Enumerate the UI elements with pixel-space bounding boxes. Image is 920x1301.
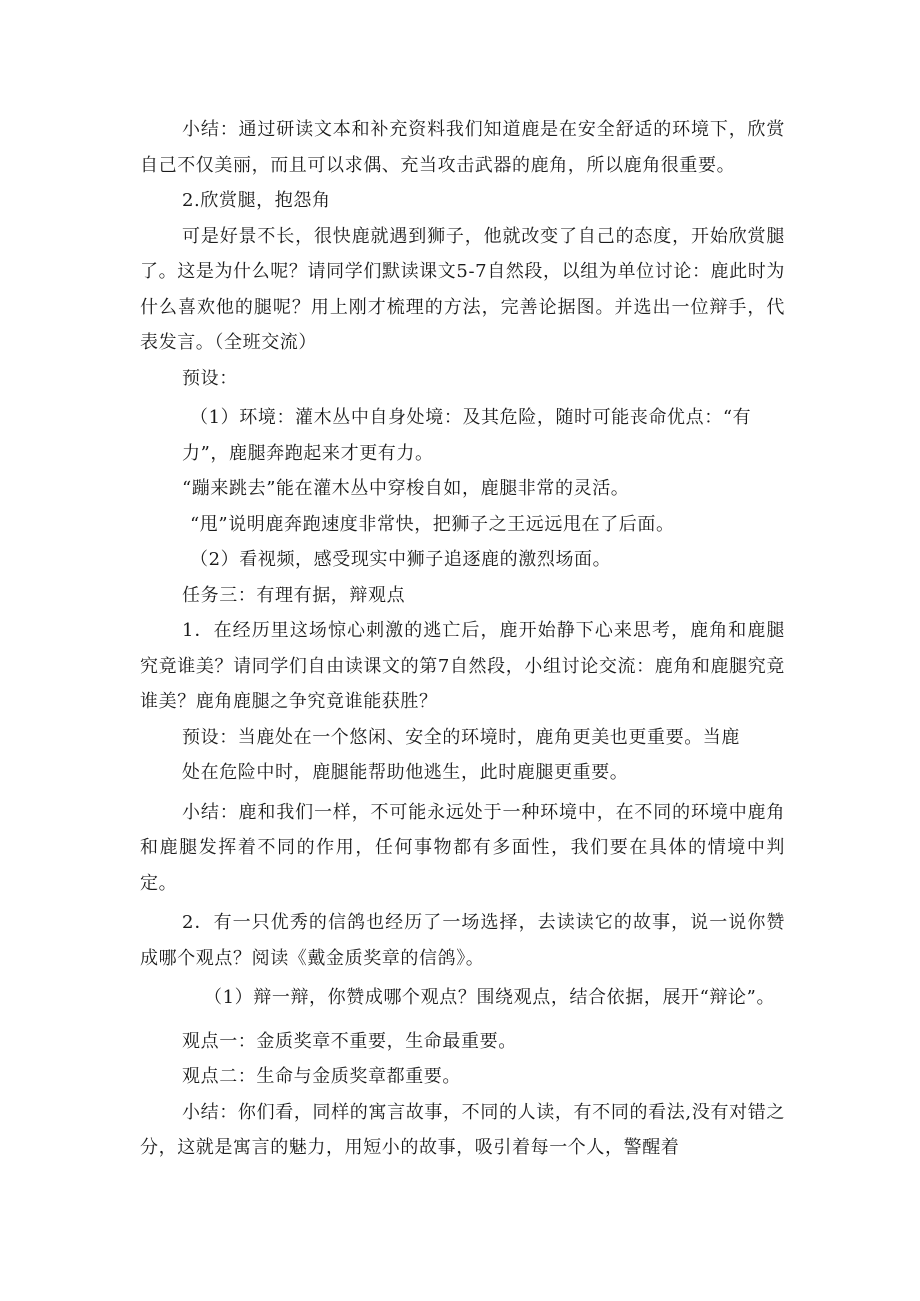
viewpoint-two: 观点二：生命与金质奖章都重要。 xyxy=(182,1066,461,1087)
document-body xyxy=(140,112,785,1166)
preset-item-1-continued: 力”，鹿腿奔跑起来才更有力。 xyxy=(182,442,434,464)
preset-item-1: （1）环境：灌木丛中自身处境：及其危险，随时可能丧命优点：“有 xyxy=(190,407,752,428)
debate-instruction: （1）辩一辩，你赞成哪个观点？围绕观点，结合依据，展开“辩论”。 xyxy=(204,987,776,1008)
summary-paragraph-2: 小结：鹿和我们一样，不可能永远处于一种环境中，在不同的环境中鹿角和鹿腿发挥着不同的作用，任何事物都有多面性，我们要在具体的情境中判定。 xyxy=(140,801,785,894)
quote-analysis-2: “甩”说明鹿奔跑速度非常快，把狮子之王远远甩在了后面。 xyxy=(190,513,675,535)
task-three-heading: 任务三：有理有据，辩观点 xyxy=(182,584,406,606)
preset-label-1: 预设： xyxy=(182,367,238,389)
quote-analysis-1: “蹦来跳去”能在灌木丛中穿梭自如，鹿腿非常的灵活。 xyxy=(182,478,630,499)
body-paragraph-legs: 可是好景不长，很快鹿就遇到狮子，他就改变了自己的态度，开始欣赏腿了。这是为什么呢？请同学们默读课文5-7自然段，以组为单位讨论：鹿此时为什么喜欢他的腿呢？用上刚才梳理的方法，完善论据图。并选出一位辩手，代表发言。（全班交流） xyxy=(140,225,785,353)
viewpoint-one: 观点一：金质奖章不重要，生命最重要。 xyxy=(182,1030,517,1052)
preset-answer-1-continued: 处在危险中时，鹿腿能帮助他逃生，此时鹿腿更重要。 xyxy=(182,762,629,783)
task-three-item-1: 1．在经历里这场惊心刺激的逃亡后，鹿开始静下心来思考，鹿角和鹿腿究竟谁美？请同学们自由读课文的第7自然段，小组讨论交流：鹿角和鹿腿究竟谁美？鹿角鹿腿之争究竟谁能获胜？ xyxy=(140,620,785,712)
task-three-item-2: 2．有一只优秀的信鸽也经历了一场选择，去读读它的故事，说一说你赞成哪个观点？阅读《戴金质奖章的信鸽》。 xyxy=(140,912,785,969)
section-heading-2: 2.欣赏腿，抱怨角 xyxy=(182,190,331,211)
summary-paragraph-3: 小结：你们看，同样的寓言故事，不同的人读，有不同的看法,没有对错之分，这就是寓言的魅力，用短小的故事，吸引着每一个人，警醒着 xyxy=(140,1101,785,1158)
preset-item-2: （2）看视频，感受现实中狮子追逐鹿的激烈场面。 xyxy=(190,549,612,570)
summary-paragraph-1: 小结：通过研读文本和补充资料我们知道鹿是在安全舒适的环境下，欣赏自己不仅美丽，而且可以求偶、充当攻击武器的鹿角，所以鹿角很重要。 xyxy=(140,119,785,176)
preset-answer-1: 预设：当鹿处在一个悠闲、安全的环境时，鹿角更美也更重要。当鹿 xyxy=(182,726,740,748)
